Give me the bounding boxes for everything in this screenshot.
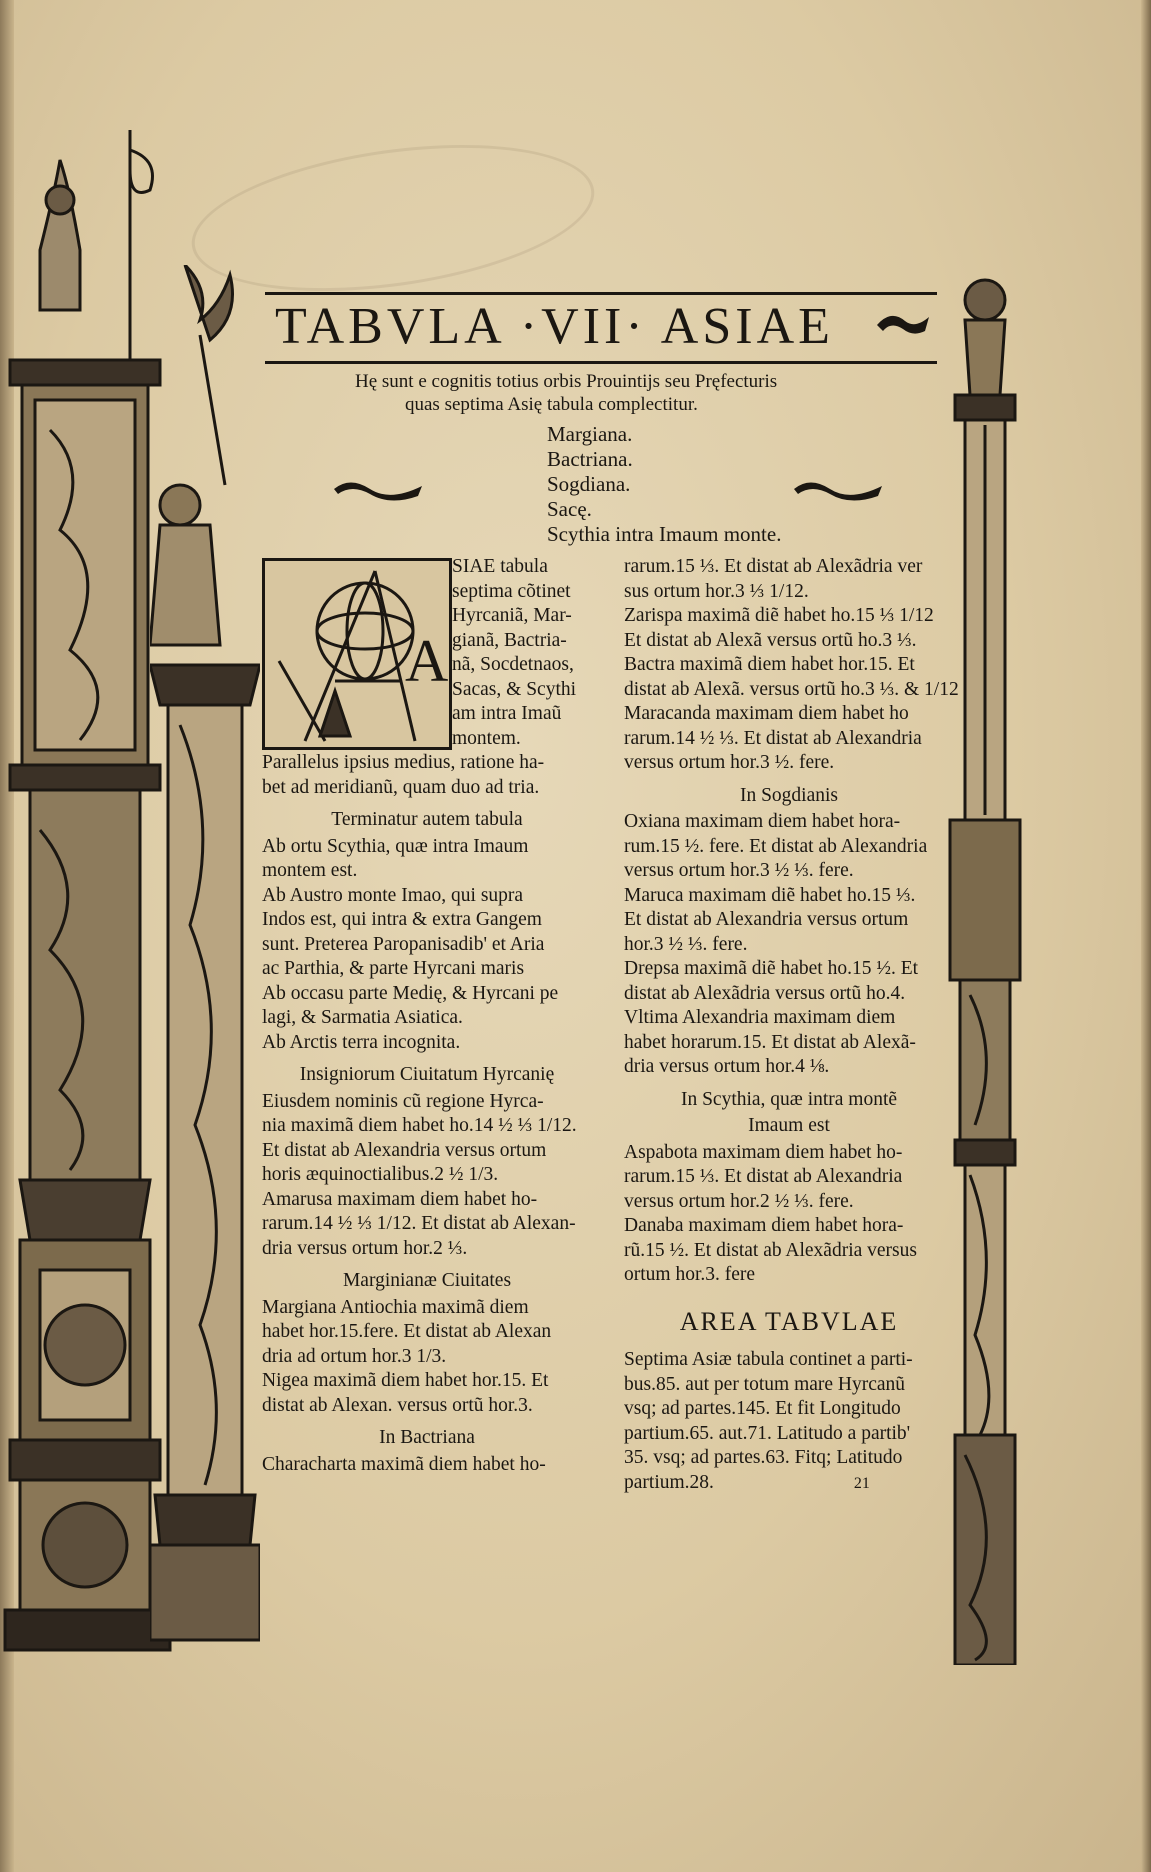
text-line: dria versus ortum hor.4 ⅛. [624,1056,830,1077]
page-number: 21 [853,1474,870,1492]
section-heading: In Scythia, quæ intra montẽ [680,1088,898,1110]
text-line: vsq; ad partes.145. Et fit Longitudo [624,1398,901,1419]
section-heading: Imaum est [748,1115,830,1136]
text-line: Septima Asiæ tabula continet a parti- [624,1349,913,1370]
province-item: Scythia intra Imaum monte. [547,522,782,546]
text-line: Zarispa maximã diẽ habet ho.15 ⅓ 1/12 [624,605,934,626]
text-line: Amarusa maximam diem habet ho- [262,1188,538,1210]
text-line: Et distat ab Alexã versus ortũ ho.3 ⅓. [624,629,917,651]
text-line: Maruca maximam diẽ habet ho.15 ⅓. [624,884,916,906]
text-line: versus ortum hor.3 ½ ⅓. fere. [624,860,854,881]
text-line: dria ad ortum hor.3 1/3. [262,1345,447,1367]
province-item: Sacę. [547,497,592,521]
text-line: rarum.15 ⅓. Et distat ab Alexandria [624,1166,903,1187]
section-heading: Insigniorum Ciuitatum Hyrcanię [299,1064,555,1085]
left-ornament-icon [330,476,425,502]
text-line: bet ad meridianũ, quam duo ad tria. [262,776,540,798]
fleuron-icon [875,307,931,343]
text-line: Aspabota maximam diem habet ho- [624,1141,903,1163]
province-item: Margiana. [547,422,633,446]
text-line: rũ.15 ½. Et distat ab Alexãdria versus [624,1239,917,1261]
text-line: Indos est, qui intra & extra Gangem [262,909,542,930]
text-line: partium.28. [624,1471,714,1493]
text-line: lagi, & Sarmatia Asiatica. [262,1007,463,1028]
intro-text [355,370,875,416]
text-line: Et distat ab Alexandria versus ortum [262,1139,547,1161]
text-line: Danaba maximam diem habet hora- [624,1215,904,1236]
text-line: Vltima Alexandria maximam diem [624,1007,896,1028]
text-line: distat ab Alexã. versus ortũ ho.3 ⅓. & 1/12 [624,678,959,700]
text-line: distat ab Alexan. versus ortũ hor.3. [262,1394,533,1416]
text-line: Et distat ab Alexandria versus ortum [624,909,909,930]
text-line: Maracanda maximam diem habet ho [624,703,909,724]
text-line: rarum.14 ½ ⅓ 1/12. Et distat ab Alexan- [262,1213,576,1234]
text-line: rarum.15 ⅓. Et distat ab Alexãdria ver [624,556,923,577]
text-line: ortum hor.3. fere [624,1264,756,1285]
text-line: horis æquinoctialibus.2 ½ 1/3. [262,1164,499,1185]
right-woodcut-column-icon [945,275,1025,1665]
page-title-banner [265,292,937,364]
text-line: habet hor.15.fere. Et distat ab Alexan [262,1321,552,1342]
right-column [624,555,959,1496]
text-line: Nigea maximã diem habet hor.15. Et [262,1370,549,1391]
text-line: partium.65. aut.71. Latitudo a partib' [624,1422,911,1444]
text-line: montem est. [262,860,358,881]
text-line: Oxiana maximam diem habet hora- [624,811,901,832]
text-line: Ab ortu Scythia, quæ intra Imaum [262,835,529,857]
text-line: Ab Austro monte Imao, qui supra [262,884,524,906]
right-ornament-icon [790,476,885,502]
text-line: septima cõtinet [452,580,571,602]
decorated-initial [262,558,452,750]
text-line: versus ortum hor.2 ½ ⅓. fere. [624,1190,854,1212]
text-line: rarum.14 ½ ⅓. Et distat ab Alexandria [624,727,922,749]
text-line: habet horarum.15. Et distat ab Alexã- [624,1031,916,1053]
area-heading: AREA TABVLAE [679,1306,899,1336]
section-heading: Terminatur autem tabula [331,809,523,830]
text-line: hor.3 ½ ⅓. fere. [624,933,748,955]
intro-line: Hę sunt e cognitis totius orbis Prouintijs seu Pręfecturis [355,371,778,392]
armillary-sphere-icon [265,561,449,747]
text-line: 35. vsq; ad partes.63. Fitq; Latitudo [624,1447,903,1468]
text-line: versus ortum hor.3 ½. fere. [624,752,835,773]
section-heading: In Sogdianis [739,784,839,806]
intro-line: quas septima Asię tabula complectitur. [405,394,698,415]
text-line: am intra Imaũ [452,703,562,724]
text-line: montem. [452,727,521,749]
text-line: sus ortum hor.3 ⅓ 1/12. [624,580,809,602]
section-heading: Marginianæ Ciuitates [342,1270,512,1291]
text-line: gianã, Bactria- [452,629,567,651]
province-item: Bactriana. [547,447,633,471]
text-line: Bactra maximã diem habet hor.15. Et [624,654,915,675]
left-column [262,751,592,1477]
section-heading: In Bactriana [379,1427,475,1448]
province-list [547,422,781,547]
text-line: Hyrcaniã, Mar- [452,605,572,626]
text-line: rum.15 ½. fere. Et distat ab Alexandria [624,835,928,857]
text-line: sunt. Preterea Paropanisadib' et Aria [262,933,545,955]
initial-letter: A [405,628,449,694]
torch-column-icon [150,265,260,1660]
text-line: Ab occasu parte Medię, & Hyrcani pe [262,982,559,1004]
text-line: Eiusdem nominis cũ regione Hyrca- [262,1090,544,1112]
text-line [624,1471,954,1497]
text-line: nã, Socdetnaos, [452,654,574,675]
text-line: SIAE tabula [452,556,548,577]
text-line: Sacas, & Scythi [452,678,577,700]
initial-wrap-text [452,555,576,751]
text-line: Parallelus ipsius medius, ratione ha- [262,752,545,773]
text-line: Ab Arctis terra incognita. [262,1031,461,1053]
text-line: Characharta maximã diem habet ho- [262,1453,546,1475]
page-edge [1141,0,1151,1872]
page-title: TABVLA ·VII· ASIAE [275,298,834,355]
text-line: Margiana Antiochia maximã diem [262,1296,529,1318]
text-line: ac Parthia, & parte Hyrcani maris [262,958,525,979]
province-item: Sogdiana. [547,472,631,496]
text-line: distat ab Alexãdria versus ortũ ho.4. [624,982,906,1004]
text-line: Drepsa maximã diẽ habet ho.15 ½. Et [624,958,919,979]
text-line: nia maximã diem habet ho.14 ½ ⅓ 1/12. [262,1115,577,1136]
text-line: dria versus ortum hor.2 ⅓. [262,1237,468,1259]
left-woodcut-column-icon [0,130,175,1670]
text-line: bus.85. aut per totum mare Hyrcanũ [624,1373,906,1395]
